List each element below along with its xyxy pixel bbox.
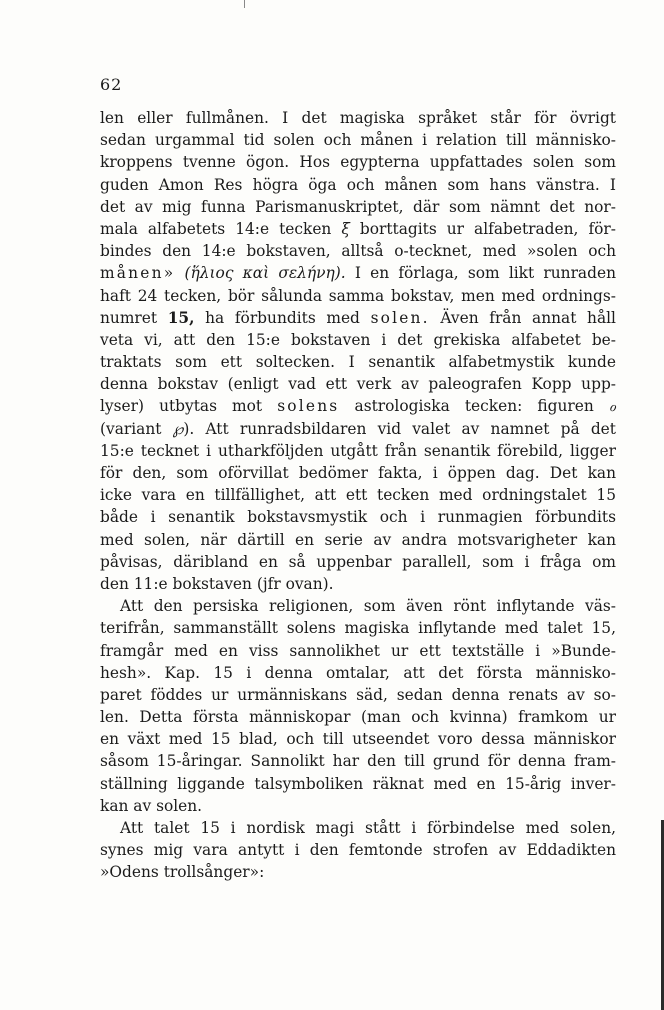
text-span: numret (100, 308, 158, 327)
text-line: påvisas, däribland en så uppenbar parallell, som i fråga om (100, 552, 616, 571)
text-line: framgår med en viss sannolikhet ur ett textställe i »Bunde- (100, 641, 616, 660)
text-line: icke vara en tillfällighet, att ett tecken med ordningstalet 15 (100, 486, 616, 505)
text-line (100, 262, 616, 284)
text-line: en växt med 15 blad, och till utseendet voro dessa människor (100, 730, 616, 749)
text-span: ). Att runradsbildaren vid valet av namnet på det (183, 419, 616, 438)
text-span: lyser) utbytas mot (100, 397, 263, 416)
text-line (100, 307, 616, 329)
text-span: Även från annat håll (440, 308, 616, 327)
variant-glyph: ℘ (172, 419, 184, 438)
text-line: bindes den 14:e bokstaven, alltså o-tecknet, med »solen och (100, 242, 616, 261)
text-line: paret föddes ur urmänniskans säd, sedan denna renats av so- (100, 685, 616, 704)
text-span: astrologiska tecken: figuren (354, 397, 594, 416)
text-span: I en förlaga, som likt runraden (354, 264, 616, 283)
xi-glyph: ξ (341, 219, 350, 238)
text-line: såsom 15-åringar. Sannolikt har den till grund för denna fram- (100, 752, 616, 771)
sun-sign-glyph: ℴ (608, 397, 616, 416)
text-span: borttagits ur alfabetraden, för- (359, 219, 616, 238)
text-line: traktats som ett soltecken. I senantik alfabetmystik kunde (100, 353, 616, 372)
greek-phrase: (ἥλιος καὶ σελήνη). (184, 264, 346, 283)
text-span: mala alfabetets 14:e tecken (100, 219, 332, 238)
text-line: synes mig vara antytt i den femtonde strofen av Eddadikten (100, 841, 616, 860)
text-line: kroppens tvenne ögon. Hos egypterna uppfattades solen som (100, 153, 616, 172)
text-span: (variant (100, 419, 162, 438)
text-line: det av mig funna Parismanuskriptet, där som nämnt det nor- (100, 197, 616, 216)
text-line: denna bokstav (enligt vad ett verk av paleografen Kopp upp- (100, 375, 616, 394)
bold-number: 15, (167, 308, 195, 327)
spaced-word: månen» (100, 264, 176, 283)
text-line: ställning liggande talsymboliken räknat med en 15-årig inver- (100, 774, 616, 793)
text-line: veta vi, att den 15:e bokstaven i det grekiska alfabetet be- (100, 330, 616, 349)
text-line: haft 24 tecken, bör sålunda samma bokstav, men med ordnings- (100, 286, 616, 305)
text-line: Att talet 15 i nordisk magi stått i förbindelse med solen, (120, 819, 616, 837)
text-line: kan av solen. (100, 796, 203, 815)
text-line: både i senantik bokstavsmystik och i runmagien förbundits (100, 508, 616, 527)
text-line: len eller fullmånen. I det magiska språket står för övrigt (100, 109, 616, 127)
text-line: sedan urgammal tid solen och månen i relation till människo- (100, 131, 616, 150)
text-line: för den, som oförvillat bedömer fakta, i öppen dag. Det kan (100, 464, 616, 482)
spaced-word: solens (277, 397, 340, 416)
page-number: 62 (100, 75, 123, 94)
text-line (100, 218, 616, 240)
spaced-word: solen. (370, 308, 430, 327)
text-span: ha förbundits med (205, 308, 360, 327)
text-line: Att den persiska religionen, som även rönt inflytande väs- (120, 597, 616, 616)
text-line: »Odens trollsånger»: (100, 863, 265, 882)
text-line (100, 395, 616, 417)
text-line: len. Detta första människopar (man och kvinna) framkom ur (100, 708, 616, 727)
text-line: guden Amon Res högra öga och månen som hans vänstra. I (100, 175, 616, 194)
scan-dust-mark (244, 0, 245, 8)
body-text (100, 107, 616, 884)
text-line: med solen, när därtill en serie av andra motsvarigheter kan (100, 530, 616, 549)
text-line: 15:e tecknet i utharkföljden utgått från senantik förebild, ligger (100, 441, 616, 460)
text-line: terifrån, sammanställt solens magiska inflytande med talet 15, (100, 619, 616, 638)
text-line (100, 418, 616, 440)
text-line: hesh». Kap. 15 i denna omtalar, att det första människo- (100, 663, 616, 682)
text-line: den 11:e bokstaven (jfr ovan). (100, 574, 334, 593)
